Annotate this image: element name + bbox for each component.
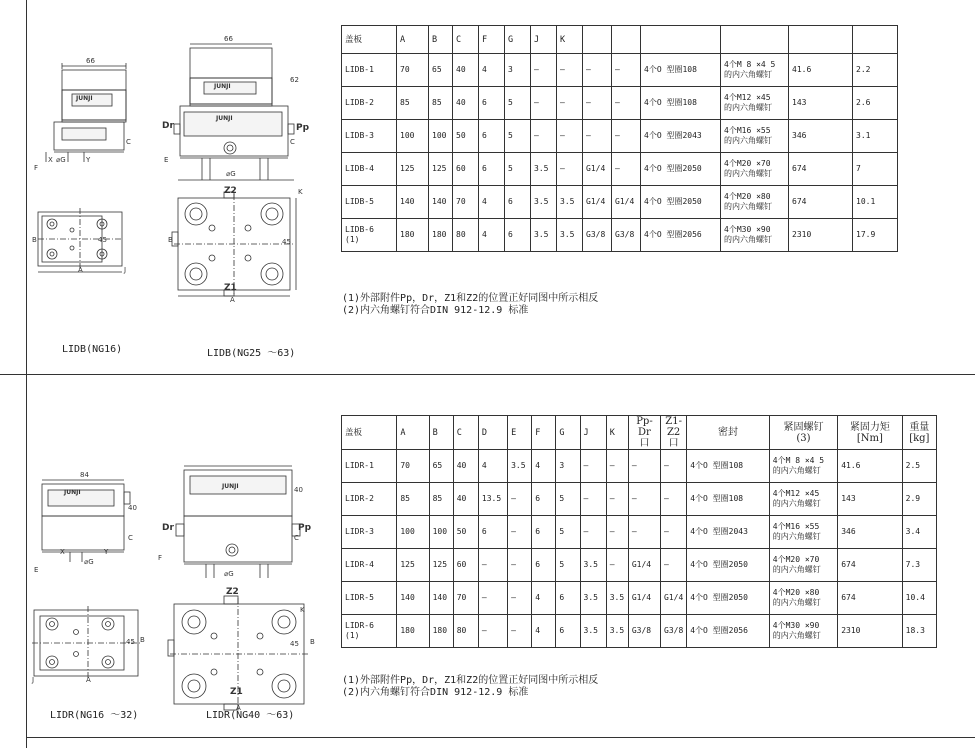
table-cell: 3.5 [606,615,628,648]
label-pp-top: Pp [296,123,310,133]
column-header: D [478,416,507,450]
table-cell: 40 [453,54,479,87]
table-cell: 3.5 [557,186,583,219]
table-cell: 6 [505,186,531,219]
table-cell: LIDR-3 [342,516,397,549]
table-cell: 85 [429,483,453,516]
table-cell: 100 [397,516,429,549]
table-cell: 50 [453,120,479,153]
lidb-spec-table [341,25,898,252]
label-f-bottom: F [158,554,163,562]
table-cell: 4个O 型圈2050 [641,153,721,186]
lidr-spec-table [341,415,937,648]
table-cell: G3/8 [661,615,687,648]
table-cell: 125 [429,549,453,582]
column-header: Pp-Dr 口 [628,416,660,450]
table-cell: 6 [479,153,505,186]
label-dr-bottom: Dr [162,523,174,533]
label-z1-bottom: Z1 [230,687,243,697]
table-cell: 180 [397,219,429,252]
table-cell: 4个O 型圈108 [641,54,721,87]
table-cell: 4个M 8 ×4 5 的内六角螺钉 [769,450,837,483]
table-cell: — [606,450,628,483]
table-row [342,54,898,87]
table-cell: — [661,450,687,483]
table-cell: LIDB-3 [342,120,397,153]
table-cell: 3.4 [902,516,936,549]
table-cell: 3.5 [531,186,557,219]
table-cell: — [628,516,660,549]
table-cell: 180 [429,615,453,648]
column-header: E [508,416,532,450]
caption-lidr-ng40-63: LIDR(NG40 ～63) [206,710,295,721]
table-row [342,219,898,252]
column-header [641,26,721,54]
table-cell: 4个M12 ×45 的内六角螺钉 [721,87,789,120]
table-cell: G3/8 [583,219,612,252]
column-header: C [453,416,478,450]
table-cell: 4个M20 ×70 的内六角螺钉 [769,549,837,582]
table-cell: — [478,549,507,582]
label-a-large: A [230,296,235,304]
bottom-notes [342,675,598,699]
table-cell: 346 [838,516,902,549]
table-cell: 70 [397,54,429,87]
label-e-top: E [164,156,169,164]
brand-logo-small: JUNJI [76,95,93,102]
table-cell: — [583,120,612,153]
table-cell: 125 [397,549,429,582]
table-cell: 41.6 [838,450,902,483]
table-cell: LIDB-2 [342,87,397,120]
table-cell: — [661,549,687,582]
brand-logo-large: JUNJI [214,83,231,90]
label-c-bottom: C [128,534,133,542]
dim-66-small: 66 [86,57,95,65]
label-b-small: B [32,236,37,244]
label-phi-g-small: ⌀G [56,156,66,164]
note-2: (2)内六角螺钉符合DIN 912-12.9 标准 [342,687,529,698]
dim-40-large: 40 [294,486,303,494]
label-c-bottom-large: C [294,534,299,542]
table-cell: G1/4 [612,186,641,219]
table-row [342,483,937,516]
table-cell: 70 [453,582,478,615]
table-cell: 4个M20 ×80 的内六角螺钉 [769,582,837,615]
table-cell: 5 [505,120,531,153]
label-x-bottom: X [60,548,65,556]
table-header-row [342,26,898,54]
table-cell: LIDR-1 [342,450,397,483]
table-cell: 2310 [838,615,902,648]
table-cell: — [557,54,583,87]
label-y-bottom: Y [104,548,109,556]
label-b-bottom-large: B [310,638,315,646]
label-pp-bottom: Pp [298,523,312,533]
label-a-small: A [78,266,83,274]
table-cell: 6 [556,615,580,648]
table-cell: 65 [429,450,453,483]
table-cell: 4 [532,450,556,483]
table-cell: 674 [838,549,902,582]
label-dr-top: Dr [162,121,174,131]
table-row [342,549,937,582]
label-e-bottom: E [34,566,39,574]
table-cell: 346 [789,120,853,153]
table-cell: 85 [397,87,429,120]
note-2: (2)内六角螺钉符合DIN 912-12.9 标准 [342,305,529,316]
label-45-small: 45 [98,236,107,244]
table-cell: 3.5 [531,153,557,186]
table-cell: LIDB-4 [342,153,397,186]
table-cell: — [478,615,507,648]
lidb-ng25-front-body [190,48,272,106]
table-cell: 180 [429,219,453,252]
label-phi-g-bottom: ⌀G [224,570,234,578]
table-cell: — [661,516,687,549]
table-cell: 6 [478,516,507,549]
label-45-bottom-small: 45 [126,638,135,646]
table-cell: 3.5 [580,615,606,648]
table-cell: — [628,483,660,516]
table-cell: G1/4 [583,186,612,219]
table-cell: — [606,483,628,516]
table-cell: 4个O 型圈2050 [687,582,770,615]
table-cell: 7.3 [902,549,936,582]
label-45-bottom-large: 45 [290,640,299,648]
table-cell: 140 [397,582,429,615]
table-row [342,516,937,549]
table-cell: 100 [429,516,453,549]
dim-62: 62 [290,76,299,84]
table-cell: — [531,87,557,120]
table-cell: — [628,450,660,483]
table-cell: 140 [429,186,453,219]
column-header: K [557,26,583,54]
column-header: G [505,26,531,54]
label-c-large: C [290,138,295,146]
table-cell: 41.6 [789,54,853,87]
dim-84: 84 [80,471,89,479]
table-cell: — [612,120,641,153]
column-header: F [532,416,556,450]
label-f-top: F [34,164,39,172]
column-header: A [397,26,429,54]
label-x: X [48,156,53,164]
table-cell: 40 [453,87,479,120]
dim-40-small: 40 [128,504,137,512]
table-cell: 4 [532,582,556,615]
table-cell: 5 [556,549,580,582]
table-cell: 4个O 型圈108 [687,483,770,516]
table-cell: 50 [453,516,478,549]
column-header: 重量 [kg] [902,416,936,450]
column-header: Z1-Z2 口 [661,416,687,450]
table-cell: — [612,153,641,186]
table-cell: — [531,54,557,87]
table-cell: 674 [838,582,902,615]
table-cell: 70 [397,450,429,483]
table-cell: LIDR-5 [342,582,397,615]
table-cell: 3.5 [580,582,606,615]
table-cell: 140 [429,582,453,615]
table-cell: LIDR-4 [342,549,397,582]
label-y: Y [86,156,91,164]
column-header: J [531,26,557,54]
table-cell: 2.6 [853,87,898,120]
table-cell: G1/4 [583,153,612,186]
table-cell: 674 [789,186,853,219]
table-row [342,87,898,120]
table-cell: G1/4 [628,549,660,582]
table-cell: 4个O 型圈108 [641,87,721,120]
table-cell: — [508,582,532,615]
table-cell: 4个M30 ×90 的内六角螺钉 [721,219,789,252]
label-k-bottom: K [300,606,305,614]
table-cell: — [580,483,606,516]
table-cell: 4 [479,219,505,252]
table-cell: 3.5 [606,582,628,615]
column-header: 紧固力矩 [Nm] [838,416,902,450]
table-cell: 2.9 [902,483,936,516]
table-cell: 6 [532,483,556,516]
table-cell: — [612,87,641,120]
table-cell: LIDB-5 [342,186,397,219]
table-cell: — [557,120,583,153]
table-cell: 60 [453,549,478,582]
column-header: 盖板 [342,416,397,450]
table-cell: 10.4 [902,582,936,615]
table-cell: LIDB-6 (1) [342,219,397,252]
table-cell: — [606,549,628,582]
table-cell: G3/8 [612,219,641,252]
table-cell: 6 [479,120,505,153]
dim-66-large: 66 [224,35,233,43]
table-cell: 3.5 [508,450,532,483]
column-header [789,26,853,54]
column-header: G [556,416,580,450]
label-a-bottom-large: A [236,704,241,712]
table-cell: 85 [397,483,429,516]
table-cell: 2.5 [902,450,936,483]
table-cell: 6 [479,87,505,120]
bottom-drawings [28,382,348,732]
table-cell: 80 [453,219,479,252]
table-cell: — [606,516,628,549]
label-a-bottom-small: A [86,676,91,684]
table-cell: 125 [397,153,429,186]
column-header: C [453,26,479,54]
table-header-row [342,416,937,450]
table-cell: 4 [478,450,507,483]
table-cell: 5 [505,153,531,186]
table-cell: 4 [532,615,556,648]
table-cell: — [583,54,612,87]
brand-logo-bottom-small: JUNJI [64,489,81,496]
table-cell: 3 [505,54,531,87]
table-row [342,582,937,615]
table-cell: 140 [397,186,429,219]
note-1: (1)外部附件Pp，Dr，Z1和Z2的位置正好同图中所示相反 [342,293,599,304]
table-cell: 70 [453,186,479,219]
table-cell: — [531,120,557,153]
caption-lidb-ng16: LIDB(NG16) [62,344,123,355]
table-cell: 6 [532,549,556,582]
column-header [853,26,898,54]
table-row [342,186,898,219]
label-z2-top: Z2 [224,186,237,196]
column-header [721,26,789,54]
table-cell: LIDB-1 [342,54,397,87]
table-cell: 674 [789,153,853,186]
table-cell: LIDR-2 [342,483,397,516]
table-cell: 100 [397,120,429,153]
table-row [342,450,937,483]
table-cell: 180 [397,615,429,648]
table-cell: — [580,516,606,549]
table-cell: — [583,87,612,120]
table-cell: 3.5 [531,219,557,252]
table-cell: — [508,483,532,516]
table-cell: 3 [556,450,580,483]
table-cell: 125 [429,153,453,186]
table-cell: 100 [429,120,453,153]
table-cell: 4个M20 ×70 的内六角螺钉 [721,153,789,186]
label-45-large: 45 [282,238,291,246]
table-cell: 4个O 型圈108 [687,450,770,483]
label-z2-bottom: Z2 [226,587,239,597]
table-cell: 65 [429,54,453,87]
table-cell: 4个O 型圈2043 [641,120,721,153]
column-header: B [429,416,453,450]
table-cell: 5 [556,516,580,549]
label-k-top: K [298,188,303,196]
table-cell: 4 [479,186,505,219]
column-header: K [606,416,628,450]
table-cell: 4个O 型圈2050 [641,186,721,219]
table-cell: 5 [505,87,531,120]
table-cell: 17.9 [853,219,898,252]
table-cell: 18.3 [902,615,936,648]
label-phi-g-top: ⌀G [226,170,236,178]
table-cell: 2.2 [853,54,898,87]
table-cell: 4个M12 ×45 的内六角螺钉 [769,483,837,516]
table-cell: 4个O 型圈2056 [641,219,721,252]
table-row [342,615,937,648]
note-1: (1)外部附件Pp，Dr，Z1和Z2的位置正好同图中所示相反 [342,675,599,686]
table-cell: 6 [556,582,580,615]
column-header: 紧固螺钉 (3) [769,416,837,450]
column-header: A [397,416,429,450]
table-cell: 3.5 [580,549,606,582]
table-cell: 3.1 [853,120,898,153]
table-cell: G1/4 [628,582,660,615]
table-cell: LIDR-6 (1) [342,615,397,648]
column-header [612,26,641,54]
brand-logo-bottom-large: JUNJI [222,483,239,490]
table-cell: 40 [453,483,478,516]
top-drawings [28,2,348,372]
table-row [342,153,898,186]
table-cell: 2310 [789,219,853,252]
label-c-small: C [126,138,131,146]
table-cell: — [508,549,532,582]
table-cell: 60 [453,153,479,186]
label-j-top: J [124,266,127,274]
label-z1-top: Z1 [224,283,237,293]
label-b-large: B [168,236,173,244]
table-cell: 4个M20 ×80 的内六角螺钉 [721,186,789,219]
table-cell: 10.1 [853,186,898,219]
table-cell: 143 [789,87,853,120]
table-cell: G1/4 [661,582,687,615]
table-cell: 5 [556,483,580,516]
column-header: J [580,416,606,450]
label-j-bottom: J [32,676,35,684]
column-header: B [429,26,453,54]
table-cell: — [661,483,687,516]
table-cell: 80 [453,615,478,648]
table-cell: 4个M 8 ×4 5 的内六角螺钉 [721,54,789,87]
table-cell: G3/8 [628,615,660,648]
table-cell: 4个M16 ×55 的内六角螺钉 [721,120,789,153]
caption-lidr-ng16-32: LIDR(NG16 ～32) [50,710,139,721]
table-cell: — [580,450,606,483]
table-cell: 6 [505,219,531,252]
table-cell: 4 [479,54,505,87]
label-b-bottom-small: B [140,636,145,644]
table-cell: 13.5 [478,483,507,516]
table-cell: 4个O 型圈2043 [687,516,770,549]
table-cell: 85 [429,87,453,120]
table-cell: 143 [838,483,902,516]
table-cell: 3.5 [557,219,583,252]
table-cell: 4个O 型圈2056 [687,615,770,648]
column-header: 密封 [687,416,770,450]
label-phi-g-bottom-small: ⌀G [84,558,94,566]
table-cell: — [508,516,532,549]
table-cell: 4个M30 ×90 的内六角螺钉 [769,615,837,648]
column-header: 盖板 [342,26,397,54]
top-notes [342,293,598,317]
table-cell: 40 [453,450,478,483]
caption-lidb-ng25-63: LIDB(NG25 ～63) [207,348,296,359]
table-cell: — [508,615,532,648]
table-cell: 7 [853,153,898,186]
table-row [342,120,898,153]
page-bottom-border [26,737,975,738]
table-cell: 4个M16 ×55 的内六角螺钉 [769,516,837,549]
table-cell: — [557,87,583,120]
column-header [583,26,612,54]
section-divider [0,374,975,375]
table-cell: 4个O 型圈2050 [687,549,770,582]
column-header: F [479,26,505,54]
table-cell: — [612,54,641,87]
table-cell: — [557,153,583,186]
table-cell: 6 [532,516,556,549]
brand-logo-body: JUNJI [216,115,233,122]
table-cell: — [478,582,507,615]
